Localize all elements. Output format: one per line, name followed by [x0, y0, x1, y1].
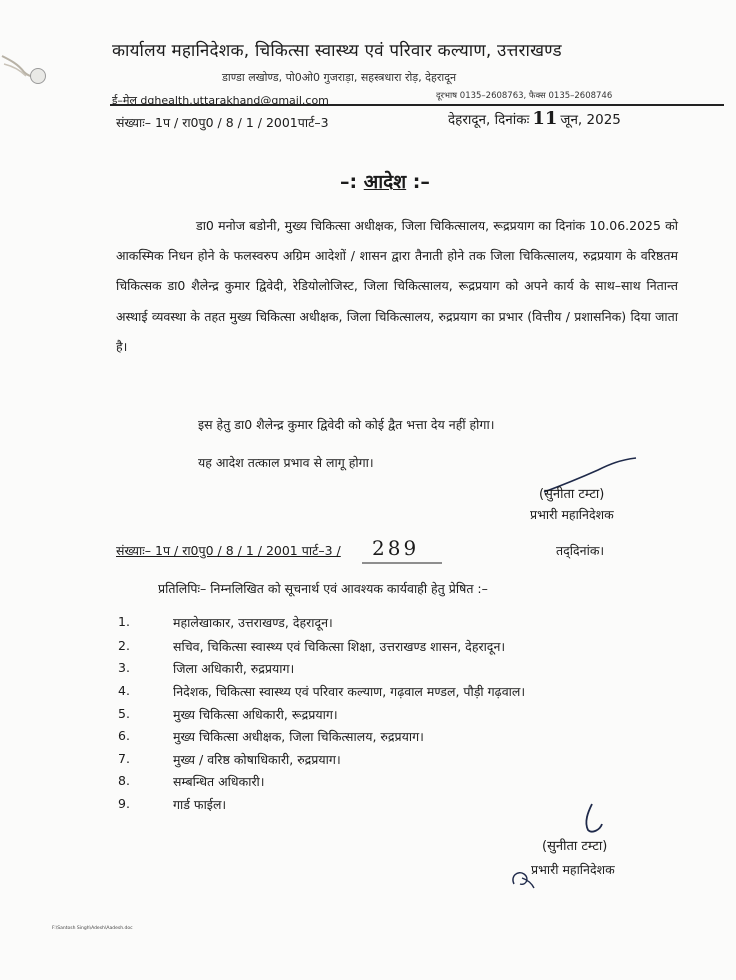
list-item-number: 3. — [118, 660, 130, 675]
letterhead-title: कार्यालय महानिदेशक, चिकित्सा स्वास्थ्य एवं परिवार कल्याण, उत्तराखण्ड — [112, 41, 562, 61]
list-item-number: 4. — [118, 683, 130, 698]
issue-date — [448, 108, 621, 129]
reference-number: संख्याः– 1प / रा0पु0 / 8 / 1 / 2001पार्ट–3 — [116, 115, 329, 130]
list-item-text: निदेशक, चिकित्सा स्वास्थ्य एवं परिवार कल्याण, गढ़वाल मण्डल, पौड़ी गढ़वाल। — [173, 684, 526, 699]
signature-initial-icon — [574, 800, 614, 840]
list-item-number: 6. — [118, 728, 130, 743]
list-item-text: सम्बन्धित अधिकारी। — [173, 774, 265, 789]
list-item-text: मुख्य चिकित्सा अधिकारी, रूद्रप्रयाग। — [173, 707, 338, 722]
list-item-number: 8. — [118, 773, 130, 788]
signatory-designation-copy: प्रभारी महानिदेशक — [531, 862, 615, 877]
list-item-number: 2. — [118, 638, 130, 653]
signatory-name: (सुनीता टम्टा) — [539, 487, 605, 502]
order-title-left: –: — [340, 171, 358, 193]
date-day-handwritten: 11 — [532, 108, 558, 129]
letterhead-phone: दूरभाष 0135–2608763, फैक्स 0135–2608746 — [436, 91, 613, 101]
punch-hole-icon — [30, 68, 46, 84]
copy-intro: प्रतिलिपिः– निम्नलिखित को सूचनार्थ एवं आवश्यक कार्यवाही हेतु प्रेषित :– — [158, 581, 488, 596]
list-item-text: सचिव, चिकित्सा स्वास्थ्य एवं चिकित्सा शिक्षा, उत्तराखण्ड शासन, देहरादून। — [173, 639, 506, 654]
footer-file-path: F:\Santosh Singh\Adesh\Aadesh.doc — [52, 926, 133, 931]
order-paragraph: डा0 मनोज बडोनी, मुख्य चिकित्सा अधीक्षक, जिला चिकित्सालय, रूद्रप्रयाग का दिनांक 10.06.2025 को आकस्मिक निधन होने के फलस्वरुप अग्रिम आदेशों / शासन द्वारा तैनाती होने तक जिला चिकित्सालय, रुद्रप्रयाग के वरिष्ठतम चिकित्सक डा0 शैलेन्द्र कुमार द्विवेदी, रेडियोलोजिस्ट, जिला चिकित्सालय, रूद्रप्रयाग को अपने कार्य के साथ–साथ नितान्त अस्थाई व्यवस्था के तहत मुख्य चिकित्सा अधीक्षक, जिला चिकित्सालय, रुद्रप्रयाग का प्रभार (वित्तीय / प्रशासनिक) दिया जाता है। — [116, 218, 678, 354]
signatory-designation: प्रभारी महानिदेशक — [530, 507, 614, 522]
order-title — [340, 168, 430, 194]
letterhead-email: ई–मेल dghealth.uttarakhand@gmail.com — [112, 94, 329, 107]
copy-reference-number: संख्याः– 1प / रा0पु0 / 8 / 1 / 2001 पार्ट–3 / — [116, 543, 341, 558]
date-prefix: देहरादून, दिनांकः — [448, 112, 530, 128]
dispatch-number-underline — [362, 560, 442, 566]
letterhead-address: डाण्डा लखोण्ड, पो0ओ0 गुजराड़ा, सहस्त्रधारा रोड़, देहरादून — [222, 71, 457, 84]
dispatch-number-handwritten: 289 — [372, 536, 420, 560]
order-title-word: आदेश — [363, 171, 407, 193]
list-item-text: गार्ड फाईल। — [173, 797, 227, 812]
signatory-name-copy: (सुनीता टम्टा) — [542, 839, 608, 854]
order-line-effect: यह आदेश तत्काल प्रभाव से लागू होगा। — [198, 455, 374, 470]
order-title-right: :– — [412, 171, 430, 193]
date-suffix: जून, 2025 — [560, 112, 621, 128]
list-item-text: जिला अधिकारी, रुद्रप्रयाग। — [173, 661, 295, 676]
list-item-number: 9. — [118, 796, 130, 811]
letterhead-divider — [110, 104, 724, 106]
list-item-text: महालेखाकार, उत्तराखण्ड, देहरादून। — [173, 615, 333, 630]
copy-same-date: तद्‌दिनांक। — [556, 543, 605, 558]
list-item-number: 1. — [118, 614, 130, 629]
list-item-number: 7. — [118, 751, 130, 766]
list-item-text: मुख्य चिकित्सा अधीक्षक, जिला चिकित्सालय, रुद्रप्रयाग। — [173, 729, 424, 744]
list-item-number: 5. — [118, 706, 130, 721]
order-line-allowance: इस हेतु डा0 शैलेन्द्र कुमार द्विवेदी को कोई द्वैत भत्ता देय नहीं होगा। — [198, 417, 495, 432]
list-item-text: मुख्य / वरिष्ठ कोषाधिकारी, रुद्रप्रयाग। — [173, 752, 341, 767]
